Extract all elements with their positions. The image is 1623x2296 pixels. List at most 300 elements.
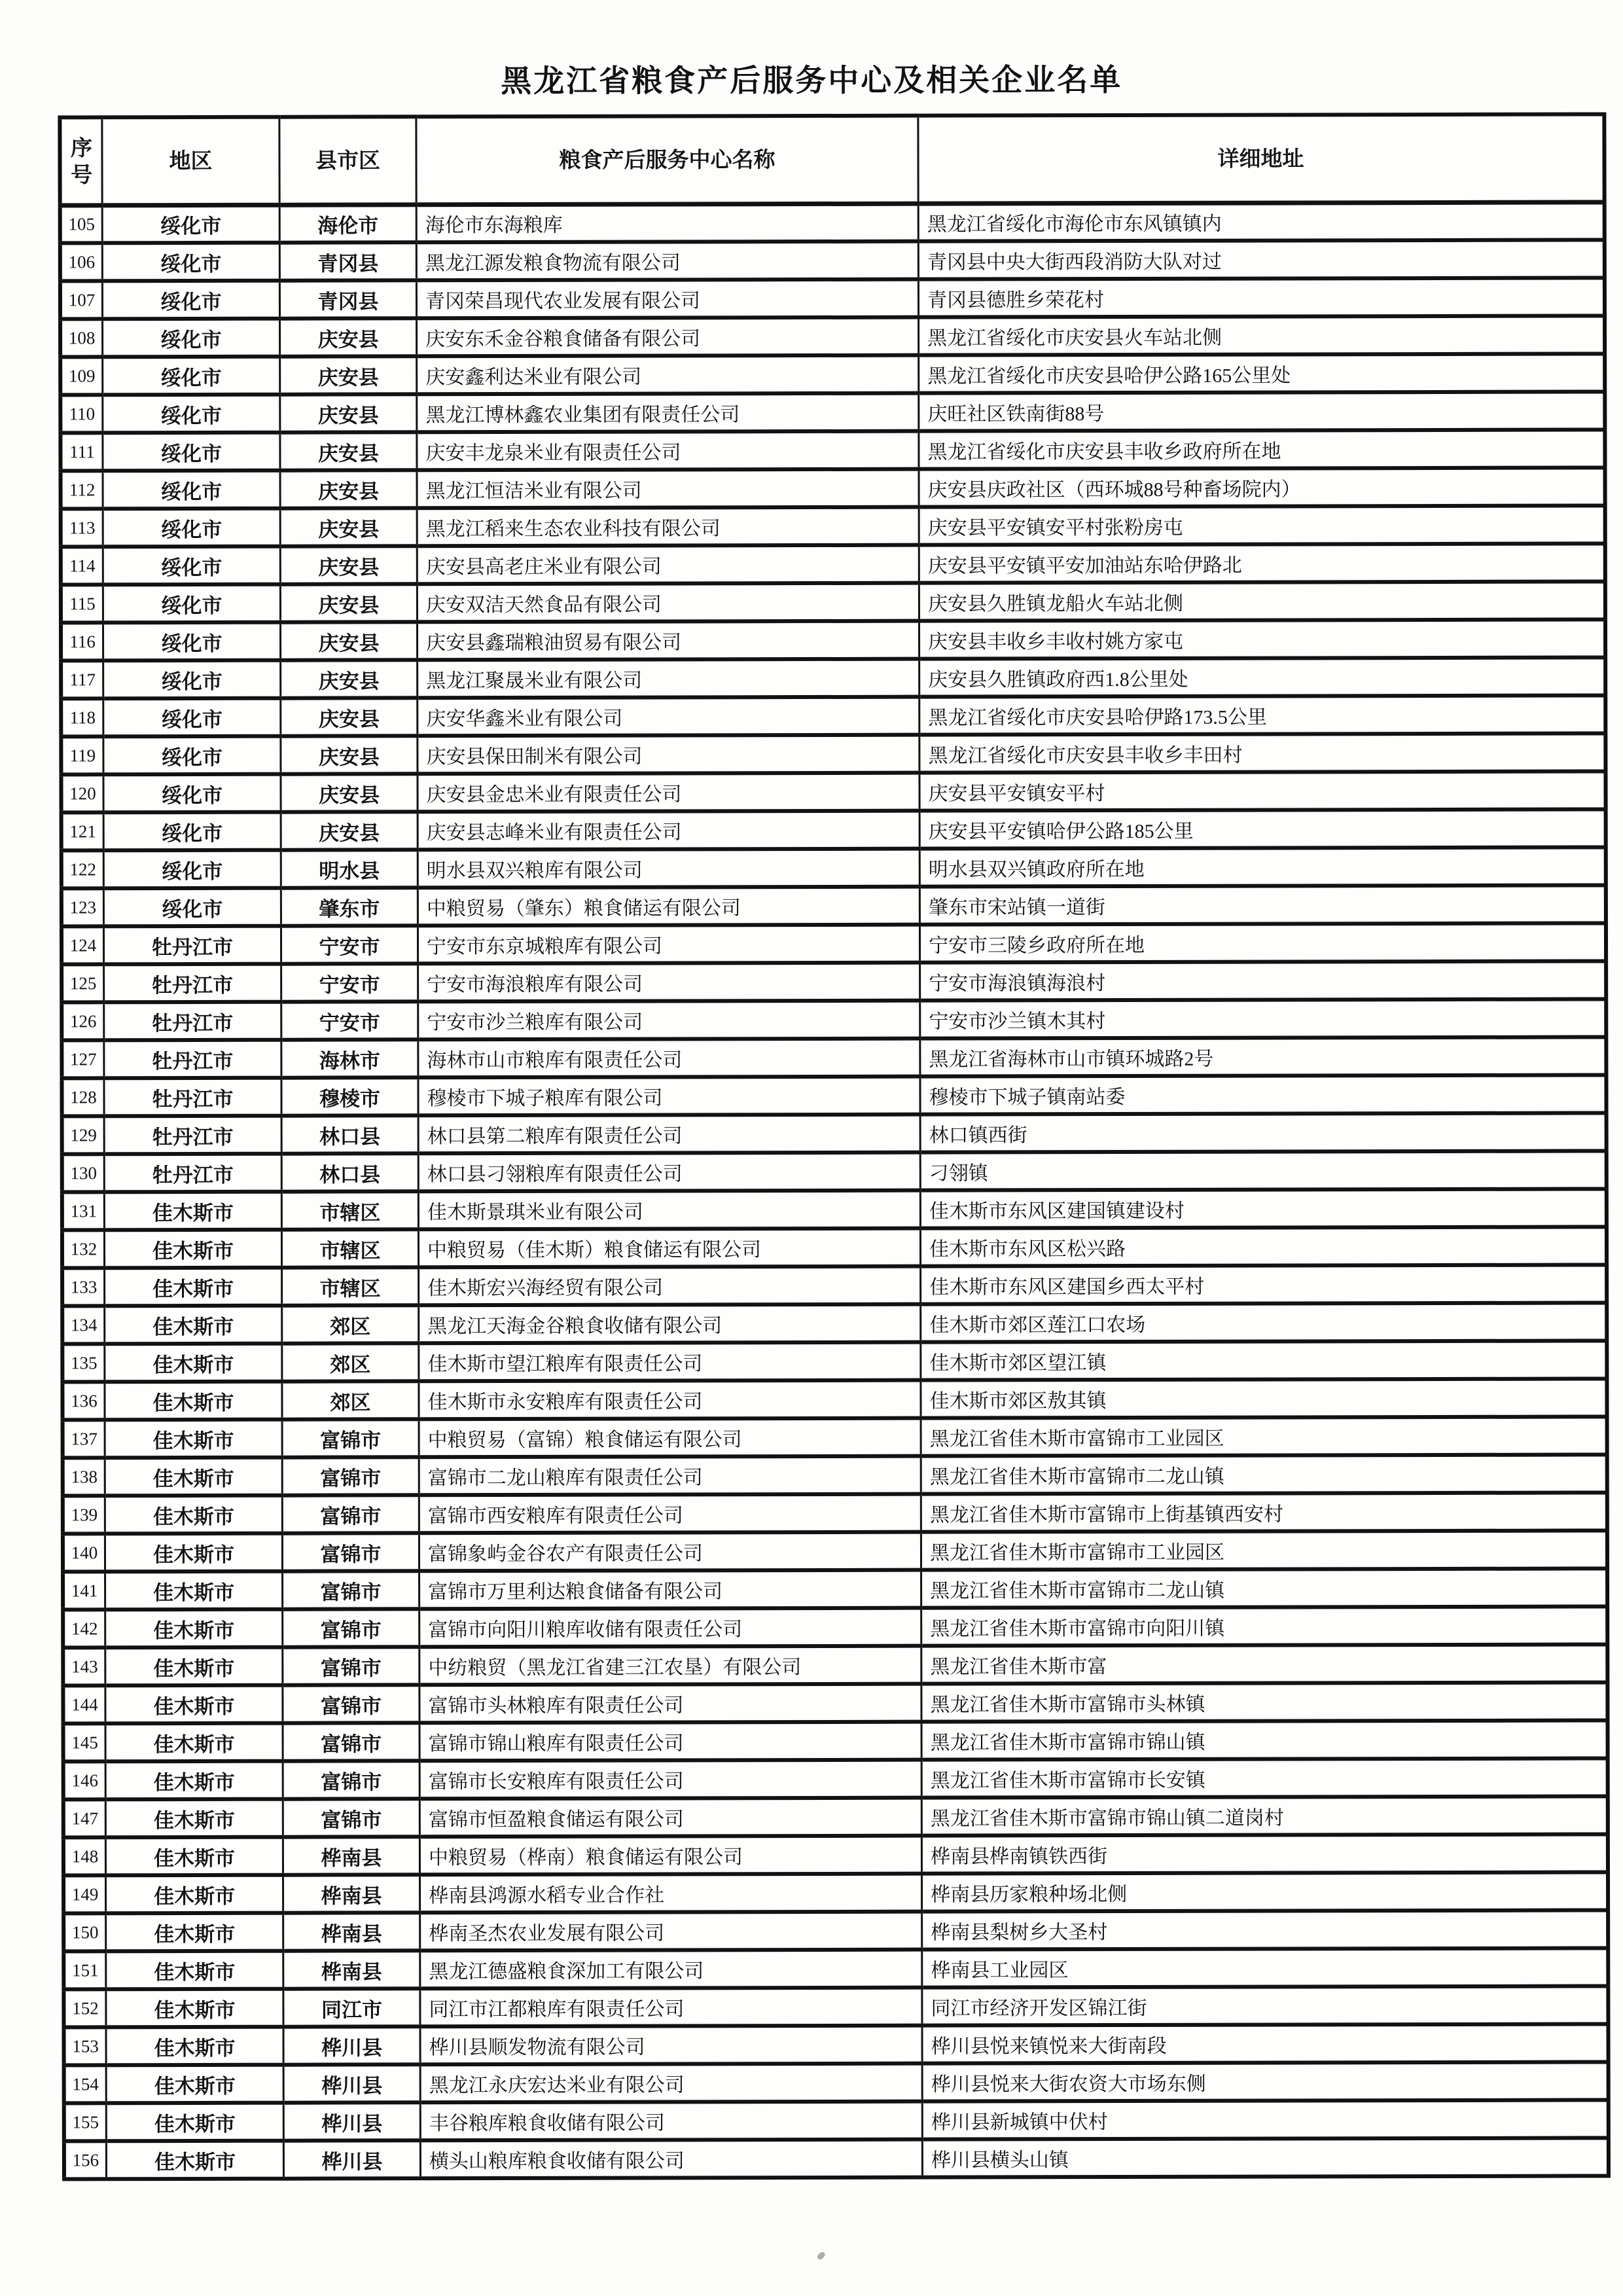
table-row: [60, 429, 1605, 471]
table-row: [63, 1720, 1608, 1761]
cell-address: 佳木斯市郊区望江镇: [921, 1340, 1607, 1380]
cell-region: 绥化市: [103, 622, 280, 661]
table-row: [60, 202, 1605, 243]
table-row: [60, 278, 1605, 319]
cell-county: 富锦市: [283, 1799, 419, 1837]
cell-address: 黑龙江省佳木斯市富锦市长安镇: [921, 1758, 1608, 1797]
cell-county: 桦南县: [283, 1874, 419, 1912]
cell-county: 庆安县: [281, 660, 418, 698]
cell-serial: 132: [62, 1230, 105, 1268]
cell-center-name: 庆安东禾金谷粮食储备有限公司: [417, 317, 919, 357]
cell-center-name: 同江市江都粮库有限责任公司: [420, 1988, 922, 2027]
cell-county: 同江市: [283, 1988, 420, 2026]
cell-region: 牡丹江市: [104, 1002, 281, 1041]
cell-address: 庆安县丰收乡丰收村姚方家屯: [919, 619, 1605, 658]
cell-region: 佳木斯市: [106, 2065, 283, 2104]
cell-region: 绥化市: [102, 281, 279, 319]
cell-center-name: 庆安双洁天然食品有限公司: [417, 583, 919, 622]
column-header-serial: 序号: [60, 117, 102, 205]
cell-county: 庆安县: [281, 698, 418, 736]
cell-serial: 154: [64, 2065, 107, 2103]
cell-region: 绥化市: [103, 471, 280, 509]
cell-county: 市辖区: [281, 1191, 418, 1229]
table-row: [62, 885, 1606, 926]
cell-county: 市辖区: [281, 1229, 418, 1267]
table-row: [62, 1075, 1606, 1116]
table-row: [61, 733, 1605, 774]
cell-county: 桦川县: [283, 2140, 420, 2178]
cell-center-name: 庆安鑫利达米业有限公司: [417, 355, 919, 395]
cell-county: 富锦市: [283, 1571, 419, 1609]
scan-speck-artifact: [816, 2251, 826, 2261]
cell-center-name: 丰谷粮库粮食收储有限公司: [420, 2102, 922, 2141]
cell-center-name: 黑龙江天海金谷粮食收储有限公司: [419, 1304, 921, 1344]
cell-region: 佳木斯市: [104, 1230, 281, 1268]
cell-serial: 109: [60, 357, 103, 395]
table-row: [61, 505, 1605, 547]
table-row: [63, 1948, 1608, 1989]
cell-county: 庆安县: [280, 584, 417, 622]
cell-region: 佳木斯市: [105, 1799, 283, 1838]
cell-center-name: 庆安县保田制米有限公司: [418, 735, 919, 774]
cell-region: 牡丹江市: [104, 964, 281, 1003]
table-row: [62, 809, 1606, 850]
table-row: [63, 1872, 1608, 1913]
cell-center-name: 佳木斯景琪米业有限公司: [418, 1191, 920, 1230]
cell-region: 绥化市: [103, 660, 281, 699]
cell-region: 佳木斯市: [105, 1685, 283, 1724]
cell-serial: 143: [63, 1647, 105, 1685]
table-row: [63, 1796, 1608, 1837]
cell-region: 佳木斯市: [105, 1837, 283, 1876]
cell-center-name: 佳木斯市望江粮库有限责任公司: [419, 1342, 921, 1382]
cell-county: 青冈县: [279, 242, 416, 280]
cell-serial: 153: [63, 2027, 106, 2065]
cell-address: 黑龙江省佳木斯市富锦市锦山镇二道岗村: [921, 1796, 1608, 1835]
cell-address: 黑龙江省绥化市海伦市东风镇镇内: [918, 202, 1605, 241]
cell-region: 佳木斯市: [106, 2141, 283, 2179]
column-header-name: 粮食产后服务中心名称: [416, 116, 918, 205]
cell-serial: 140: [63, 1534, 105, 1571]
cell-county: 富锦市: [283, 1685, 419, 1723]
cell-address: 庆安县平安镇哈伊公路185公里: [919, 809, 1606, 848]
cell-center-name: 桦川县顺发物流有限公司: [420, 2026, 922, 2065]
cell-center-name: 中粮贸易（佳木斯）粮食储运有限公司: [418, 1229, 920, 1268]
cell-county: 富锦市: [283, 1723, 419, 1761]
cell-address: 庆安县庆政社区（西环城88号种畜场院内）: [919, 467, 1605, 507]
cell-county: 市辖区: [282, 1267, 419, 1305]
table-row: [63, 1530, 1607, 1571]
cell-county: 富锦市: [283, 1609, 419, 1647]
service-centers-table: [58, 112, 1611, 2181]
cell-region: 佳木斯市: [105, 1496, 282, 1534]
cell-center-name: 黑龙江博林鑫农业集团有限责任公司: [417, 393, 919, 433]
cell-address: 佳木斯市东风区松兴路: [920, 1227, 1607, 1266]
cell-serial: 112: [61, 471, 103, 509]
cell-county: 庆安县: [280, 622, 417, 660]
cell-center-name: 横头山粮库粮食收储有限公司: [420, 2140, 922, 2179]
cell-serial: 120: [61, 774, 103, 812]
cell-address: 黑龙江省绥化市庆安县哈伊公路165公里处: [919, 353, 1605, 393]
cell-county: 肇东市: [281, 888, 418, 925]
cell-address: 肇东市宋站镇一道街: [919, 885, 1606, 924]
table-row: [61, 657, 1605, 698]
cell-county: 桦南县: [283, 1912, 420, 1950]
table-row: [63, 1416, 1607, 1458]
cell-county: 庆安县: [281, 736, 418, 774]
cell-serial: 151: [63, 1951, 106, 1989]
cell-county: 庆安县: [280, 432, 417, 470]
cell-center-name: 海林市山市粮库有限责任公司: [418, 1039, 920, 1078]
cell-serial: 105: [60, 205, 103, 243]
cell-county: 庆安县: [280, 356, 417, 394]
cell-serial: 145: [63, 1723, 106, 1761]
cell-center-name: 林口县第二粮库有限责任公司: [418, 1115, 920, 1154]
cell-address: 黑龙江省佳木斯市富: [921, 1644, 1608, 1683]
cell-address: 黑龙江省绥化市庆安县丰收乡政府所在地: [919, 429, 1605, 469]
cell-serial: 111: [60, 433, 103, 471]
cell-county: 富锦市: [282, 1457, 419, 1495]
cell-serial: 125: [62, 964, 104, 1002]
cell-county: 桦南县: [283, 1950, 420, 1988]
cell-address: 黑龙江省佳木斯市富锦市头林镇: [921, 1682, 1608, 1721]
table-row: [63, 1568, 1607, 1609]
cell-address: 明水县双兴镇政府所在地: [919, 847, 1606, 886]
cell-county: 林口县: [281, 1153, 418, 1191]
cell-center-name: 中粮贸易（富锦）粮食储运有限公司: [419, 1418, 921, 1458]
cell-region: 绥化市: [103, 888, 281, 927]
cell-region: 绥化市: [103, 698, 281, 737]
cell-region: 绥化市: [103, 584, 280, 623]
cell-center-name: 中纺粮贸（黑龙江省建三江农垦）有限公司: [419, 1646, 921, 1685]
cell-center-name: 海伦市东海粮库: [416, 204, 918, 243]
cell-county: 庆安县: [280, 546, 417, 584]
cell-center-name: 庆安县鑫瑞粮油贸易有限公司: [417, 621, 919, 660]
table-row: [62, 999, 1606, 1040]
cell-serial: 133: [62, 1268, 105, 1306]
cell-serial: 126: [62, 1002, 104, 1040]
cell-serial: 155: [64, 2103, 107, 2141]
table-row: [62, 1037, 1606, 1078]
cell-address: 庆安县平安镇安平村张粉房屯: [919, 505, 1605, 545]
cell-address: 黑龙江省佳木斯市富锦市二龙山镇: [921, 1454, 1607, 1494]
cell-region: 绥化市: [103, 433, 280, 471]
table-row: [60, 315, 1605, 357]
cell-address: 桦南县梨树乡大圣村: [922, 1910, 1609, 1949]
cell-center-name: 庆安丰龙泉米业有限责任公司: [417, 431, 919, 471]
cell-county: 郊区: [282, 1305, 419, 1343]
cell-county: 郊区: [282, 1343, 419, 1381]
cell-county: 富锦市: [282, 1495, 419, 1533]
cell-county: 宁安市: [281, 925, 418, 963]
cell-address: 黑龙江省佳木斯市富锦市上街基镇西安村: [921, 1492, 1607, 1532]
cell-county: 桦川县: [283, 2026, 420, 2064]
table-row: [63, 1606, 1607, 1647]
table-row: [63, 1644, 1607, 1685]
cell-center-name: 富锦市恒盈粮食储运有限公司: [419, 1798, 921, 1837]
cell-center-name: 佳木斯市永安粮库有限责任公司: [419, 1380, 921, 1420]
cell-center-name: 青冈荣昌现代农业发展有限公司: [416, 279, 918, 319]
table-row: [61, 543, 1605, 584]
cell-county: 庆安县: [280, 508, 417, 546]
cell-serial: 123: [62, 888, 104, 926]
cell-serial: 136: [62, 1382, 105, 1420]
cell-serial: 122: [62, 850, 104, 888]
cell-address: 青冈县中央大街西段消防大队对过: [918, 240, 1605, 279]
cell-address: 庆安县平安镇安平村: [919, 771, 1606, 810]
cell-region: 佳木斯市: [105, 1875, 283, 1914]
cell-address: 黑龙江省佳木斯市富锦市锦山镇: [921, 1720, 1608, 1759]
cell-address: 同江市经济开发区锦江街: [922, 1986, 1609, 2025]
cell-serial: 129: [62, 1116, 105, 1154]
cell-serial: 110: [60, 395, 103, 433]
cell-center-name: 佳木斯宏兴海经贸有限公司: [419, 1266, 921, 1306]
cell-county: 庆安县: [281, 774, 418, 812]
cell-address: 庆安县久胜镇政府西1.8公里处: [919, 657, 1606, 696]
header-row: [60, 114, 1604, 205]
cell-address: 佳木斯市东风区建国乡西太平村: [921, 1265, 1607, 1304]
table-row: [62, 1189, 1607, 1230]
cell-county: 青冈县: [279, 280, 416, 318]
cell-center-name: 富锦市向阳川粮库收储有限责任公司: [419, 1608, 921, 1647]
cell-serial: 138: [63, 1458, 105, 1496]
cell-center-name: 中粮贸易（肇东）粮食储运有限公司: [418, 887, 919, 926]
table-row: [62, 961, 1606, 1002]
cell-serial: 144: [63, 1685, 105, 1723]
cell-center-name: 穆棱市下城子粮库有限公司: [418, 1077, 920, 1116]
cell-address: 桦川县悦来镇悦来大街南段: [922, 2024, 1609, 2063]
table-row: [60, 240, 1605, 281]
cell-region: 牡丹江市: [104, 1116, 281, 1155]
table-row: [63, 1986, 1608, 2027]
cell-center-name: 富锦市西安粮库有限责任公司: [419, 1494, 921, 1534]
cell-serial: 147: [63, 1799, 106, 1837]
table-row: [63, 1682, 1607, 1723]
cell-center-name: 庆安县高老庄米业有限公司: [417, 545, 919, 584]
cell-serial: 142: [63, 1609, 105, 1647]
table-row: [63, 1834, 1608, 1875]
cell-county: 庆安县: [280, 394, 417, 432]
table-row: [60, 353, 1605, 395]
cell-serial: 156: [64, 2141, 107, 2179]
cell-region: 牡丹江市: [104, 1154, 281, 1193]
cell-county: 明水县: [281, 850, 418, 888]
page-title: 黑龙江省粮食产后服务中心及相关企业名单: [501, 62, 1123, 98]
cell-region: 佳木斯市: [105, 1268, 282, 1306]
cell-county: 宁安市: [281, 1001, 418, 1039]
cell-center-name: 桦南圣杰农业发展有限公司: [420, 1912, 922, 1951]
cell-serial: 124: [62, 926, 104, 964]
cell-center-name: 黑龙江稻来生态农业科技有限公司: [417, 507, 919, 547]
cell-county: 桦川县: [283, 2064, 420, 2102]
cell-serial: 146: [63, 1761, 106, 1799]
cell-county: 宁安市: [281, 963, 418, 1001]
cell-center-name: 富锦市锦山粮库有限责任公司: [419, 1722, 921, 1761]
cell-region: 佳木斯市: [105, 1458, 282, 1496]
cell-serial: 152: [63, 1989, 106, 2027]
table-row: [60, 391, 1605, 433]
table-row: [62, 1265, 1607, 1306]
cell-region: 绥化市: [103, 319, 280, 357]
cell-address: 庆安县久胜镇龙船火车站北侧: [919, 581, 1605, 620]
cell-center-name: 富锦市长安粮库有限责任公司: [419, 1760, 921, 1799]
cell-county: 庆安县: [280, 470, 417, 508]
table-row: [63, 2024, 1608, 2065]
cell-center-name: 庆安县志峰米业有限责任公司: [418, 811, 919, 850]
cell-center-name: 黑龙江恒洁米业有限公司: [417, 469, 919, 509]
cell-region: 绥化市: [103, 547, 280, 585]
cell-serial: 127: [62, 1040, 104, 1078]
cell-region: 绥化市: [103, 850, 281, 889]
cell-county: 桦川县: [283, 2102, 420, 2140]
table-row: [61, 467, 1605, 509]
cell-address: 刁翎镇: [920, 1151, 1607, 1190]
cell-region: 绥化市: [103, 736, 281, 775]
cell-region: 佳木斯市: [105, 1761, 283, 1800]
cell-serial: 118: [61, 698, 103, 736]
cell-address: 黑龙江省佳木斯市富锦市工业园区: [921, 1530, 1607, 1570]
cell-serial: 128: [62, 1078, 104, 1116]
cell-serial: 139: [63, 1496, 105, 1534]
cell-county: 庆安县: [280, 318, 417, 356]
cell-region: 佳木斯市: [105, 1344, 282, 1382]
cell-region: 绥化市: [102, 243, 279, 281]
cell-county: 穆棱市: [281, 1077, 418, 1115]
table-row: [62, 1378, 1607, 1420]
cell-region: 佳木斯市: [105, 1571, 283, 1610]
table-header: [60, 114, 1604, 205]
cell-region: 绥化市: [103, 509, 280, 547]
cell-address: 宁安市沙兰镇木其村: [920, 999, 1607, 1038]
cell-serial: 149: [63, 1875, 106, 1913]
cell-center-name: 黑龙江源发粮食物流有限公司: [416, 242, 918, 281]
cell-serial: 131: [62, 1192, 105, 1230]
cell-center-name: 黑龙江永庆宏达米业有限公司: [420, 2064, 922, 2103]
cell-serial: 106: [60, 243, 103, 281]
cell-serial: 113: [61, 509, 103, 547]
cell-address: 黑龙江省海林市山市镇环城路2号: [920, 1037, 1607, 1076]
cell-serial: 117: [61, 660, 103, 698]
cell-county: 富锦市: [282, 1419, 419, 1457]
cell-serial: 141: [63, 1571, 105, 1609]
cell-serial: 116: [61, 622, 103, 660]
cell-region: 佳木斯市: [105, 1609, 283, 1648]
cell-county: 桦南县: [283, 1837, 419, 1874]
cell-region: 牡丹江市: [104, 1040, 281, 1079]
cell-region: 佳木斯市: [106, 1951, 283, 1990]
cell-region: 绥化市: [103, 774, 281, 813]
cell-address: 桦川县悦来大街农资大市场东侧: [922, 2062, 1609, 2101]
cell-address: 宁安市三陵乡政府所在地: [919, 923, 1606, 962]
cell-region: 佳木斯市: [105, 1306, 282, 1344]
cell-region: 佳木斯市: [106, 2027, 283, 2066]
cell-center-name: 黑龙江德盛粮食深加工有限公司: [420, 1950, 922, 1989]
column-header-county: 县市区: [279, 117, 416, 204]
cell-serial: 130: [62, 1154, 105, 1192]
cell-center-name: 富锦象屿金谷农产有限责任公司: [419, 1532, 921, 1571]
table-row: [64, 2100, 1609, 2141]
cell-address: 黑龙江省佳木斯市富锦市工业园区: [921, 1416, 1607, 1456]
cell-county: 海伦市: [279, 204, 416, 242]
table-row: [61, 619, 1605, 660]
cell-address: 桦南县桦南镇铁西街: [921, 1834, 1608, 1873]
cell-center-name: 宁安市沙兰粮库有限公司: [418, 1001, 920, 1040]
cell-county: 郊区: [282, 1381, 419, 1419]
table-row: [62, 1151, 1607, 1192]
cell-region: 绥化市: [102, 205, 279, 243]
cell-center-name: 桦南县鸿源水稻专业合作社: [419, 1874, 921, 1913]
table-row: [63, 1910, 1608, 1951]
table-row: [62, 1340, 1607, 1382]
cell-county: 富锦市: [282, 1533, 419, 1571]
cell-address: 佳木斯市郊区莲江口农场: [921, 1302, 1607, 1342]
table-row: [62, 1227, 1607, 1268]
cell-serial: 107: [60, 281, 103, 319]
cell-center-name: 林口县刁翎粮库有限责任公司: [418, 1153, 920, 1192]
cell-address: 桦川县横头山镇: [922, 2138, 1609, 2177]
cell-center-name: 富锦市二龙山粮库有限责任公司: [419, 1456, 921, 1496]
cell-address: 宁安市海浪镇海浪村: [920, 961, 1607, 1000]
cell-center-name: 富锦市万里利达粮食储备有限公司: [419, 1570, 921, 1609]
cell-serial: 119: [61, 736, 103, 774]
cell-address: 黑龙江省绥化市庆安县火车站北侧: [919, 315, 1605, 355]
cell-serial: 108: [60, 319, 103, 357]
cell-county: 海林市: [281, 1039, 418, 1077]
cell-serial: 114: [61, 547, 103, 584]
table-row: [61, 771, 1605, 812]
table-row: [61, 695, 1605, 736]
cell-region: 佳木斯市: [106, 1913, 283, 1952]
cell-address: 黑龙江省绥化市庆安县丰收乡丰田村: [919, 733, 1606, 772]
table-row: [63, 1758, 1608, 1799]
cell-center-name: 黑龙江聚晟米业有限公司: [418, 659, 919, 698]
cell-serial: 150: [63, 1913, 106, 1951]
cell-region: 佳木斯市: [105, 1723, 283, 1762]
cell-region: 佳木斯市: [105, 1534, 282, 1572]
cell-region: 佳木斯市: [106, 1989, 283, 2028]
table-row: [62, 923, 1606, 964]
column-header-addr: 详细地址: [918, 114, 1605, 203]
cell-address: 佳木斯市郊区敖其镇: [921, 1378, 1607, 1418]
cell-center-name: 明水县双兴粮库有限公司: [418, 849, 919, 888]
table-body: [60, 202, 1609, 2179]
cell-serial: 135: [62, 1344, 105, 1382]
cell-county: 富锦市: [283, 1647, 419, 1685]
cell-region: 绥化市: [103, 395, 280, 433]
cell-county: 林口县: [281, 1115, 418, 1153]
cell-address: 青冈县德胜乡荣花村: [918, 278, 1605, 317]
cell-address: 庆安县平安镇平安加油站东哈伊路北: [919, 543, 1605, 583]
table-row: [64, 2062, 1609, 2103]
table-row: [63, 1454, 1607, 1496]
cell-region: 牡丹江市: [104, 1078, 281, 1117]
table-row: [62, 1113, 1607, 1154]
table-row: [62, 1302, 1607, 1344]
cell-address: 桦川县新城镇中伏村: [922, 2100, 1609, 2139]
cell-address: 黑龙江省佳木斯市富锦市向阳川镇: [921, 1606, 1608, 1645]
cell-address: 黑龙江省绥化市庆安县哈伊路173.5公里: [919, 695, 1606, 734]
cell-center-name: 富锦市头林粮库有限责任公司: [419, 1684, 921, 1723]
cell-center-name: 中粮贸易（桦南）粮食储运有限公司: [419, 1836, 921, 1875]
cell-address: 庆旺社区铁南街88号: [919, 391, 1605, 431]
cell-address: 穆棱市下城子镇南站委: [920, 1075, 1607, 1114]
cell-center-name: 庆安华鑫米业有限公司: [418, 697, 919, 736]
cell-region: 佳木斯市: [104, 1192, 281, 1230]
cell-serial: 115: [61, 584, 103, 622]
cell-county: 富锦市: [283, 1761, 419, 1799]
cell-address: 林口镇西街: [920, 1113, 1607, 1152]
cell-region: 佳木斯市: [105, 1382, 282, 1420]
